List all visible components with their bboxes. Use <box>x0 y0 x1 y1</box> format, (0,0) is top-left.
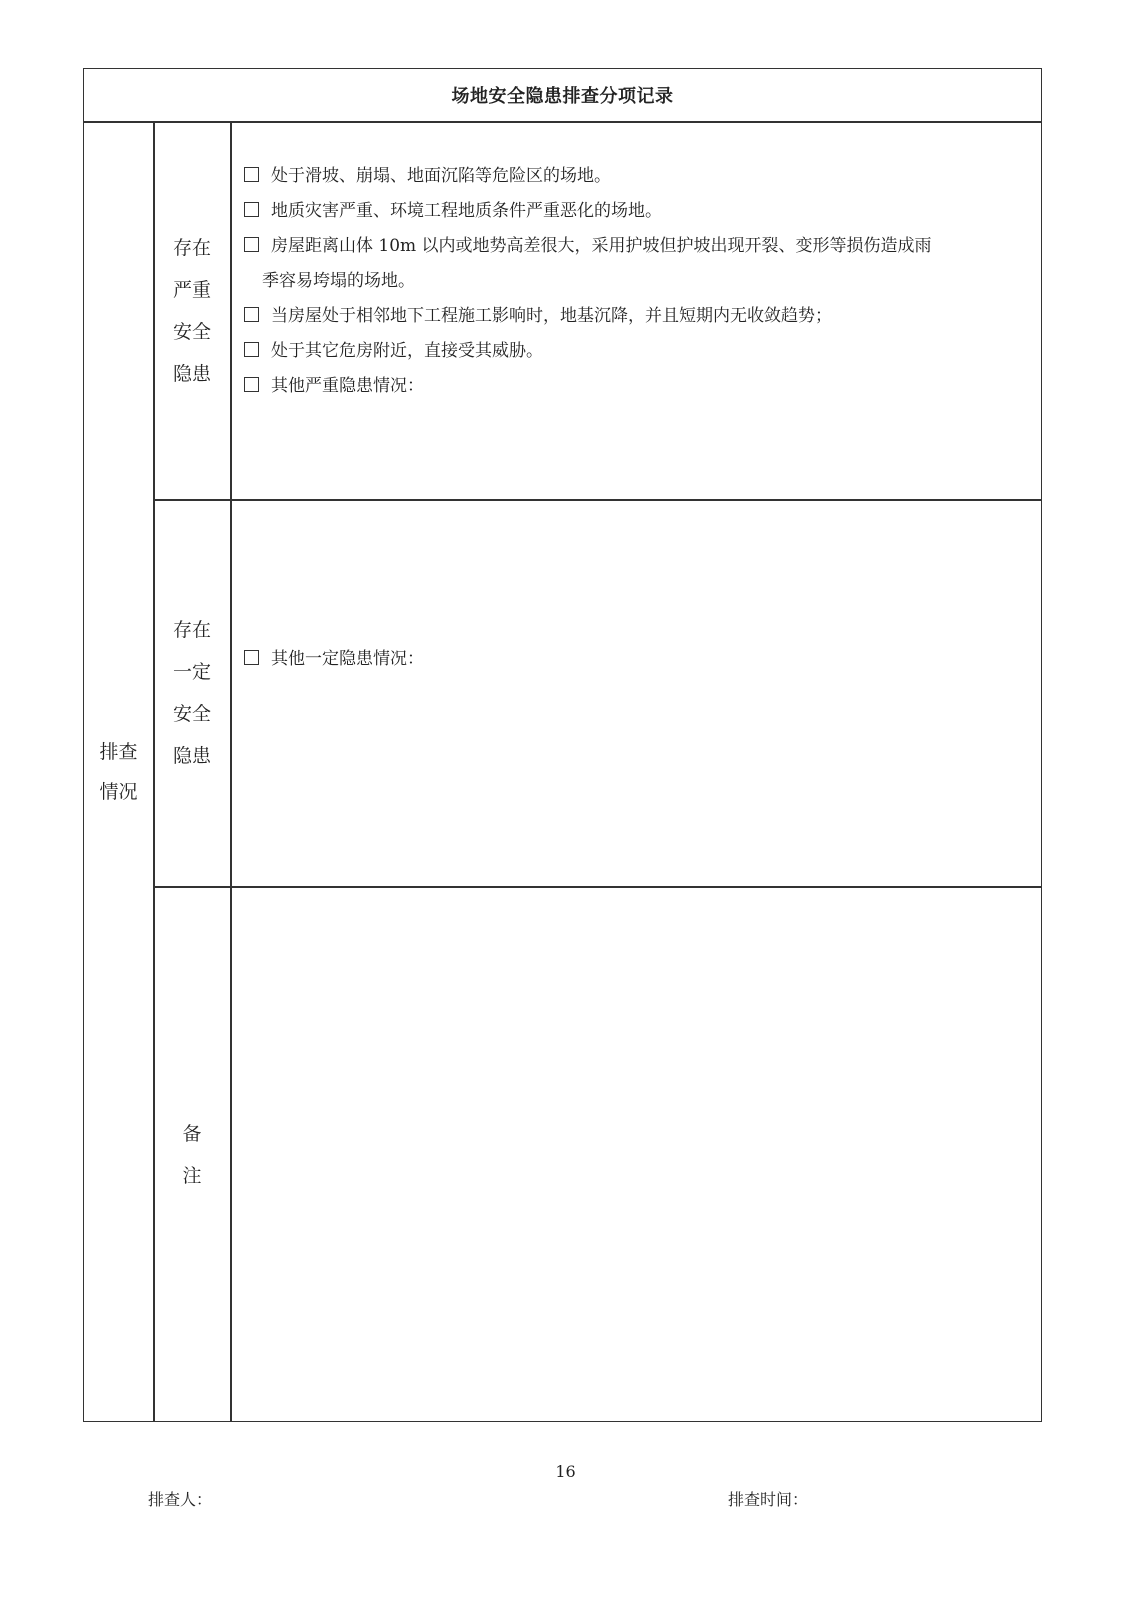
checklist-item-text: 处于滑坡、崩塌、地面沉陷等危险区的场地。 <box>271 166 611 186</box>
checklist-item-text: 房屋距离山体 10m 以内或地势高差很大，采用护坡但护坡出现开裂、变形等损伤造成雨 <box>271 236 932 256</box>
inspector-label: 排查人： <box>148 1490 213 1509</box>
checklist-item <box>244 229 1034 264</box>
certain-label-line: 隐患 <box>172 745 211 767</box>
page-number: 16 <box>555 1462 576 1481</box>
checkbox[interactable] <box>244 342 259 357</box>
serious-label-line: 严重 <box>172 278 211 301</box>
checklist-item <box>244 194 1034 229</box>
serious-label-line: 隐患 <box>172 362 211 385</box>
serious-section-divider <box>153 499 1042 501</box>
serious-label-line: 安全 <box>172 320 211 343</box>
outer-label-line: 排查 <box>99 741 138 763</box>
checklist-item-text: 季容易垮塌的场地。 <box>262 271 415 291</box>
checkbox[interactable] <box>244 167 259 182</box>
certain-hazard-label <box>154 500 230 886</box>
form-title: 场地安全隐患排查分项记录 <box>451 86 674 107</box>
checkbox[interactable] <box>244 377 259 392</box>
remarks-label-line: 注 <box>182 1164 202 1187</box>
serious-label-line: 存在 <box>172 236 211 259</box>
checkbox[interactable] <box>244 202 259 217</box>
checklist-item <box>244 369 1034 404</box>
certain-hazard-item <box>244 642 424 677</box>
serious-hazard-checklist <box>244 159 1034 404</box>
checklist-item-text: 其他严重隐患情况： <box>271 376 424 396</box>
checkbox[interactable] <box>244 307 259 322</box>
checklist-item-text: 当房屋处于相邻地下工程施工影响时，地基沉降，并且短期内无收敛趋势； <box>271 306 832 326</box>
checklist-item-text: 地质灾害严重、环境工程地质条件严重恶化的场地。 <box>271 201 662 221</box>
certain-label-line: 存在 <box>172 619 211 641</box>
checkbox[interactable] <box>244 650 259 665</box>
outer-label <box>84 122 153 1422</box>
checklist-item <box>244 334 1034 369</box>
checklist-item-continuation <box>244 264 1034 299</box>
certain-label-line: 一定 <box>172 661 211 683</box>
remarks-label-line: 备 <box>182 1122 202 1145</box>
remarks-field[interactable] <box>232 888 1040 1420</box>
checklist-item-text: 其他一定隐患情况： <box>271 649 424 669</box>
checklist-item <box>244 159 1034 194</box>
certain-label-line: 安全 <box>172 703 211 725</box>
remarks-label <box>154 887 230 1422</box>
checkbox[interactable] <box>244 237 259 252</box>
checklist-item <box>244 299 1034 334</box>
inspection-time-label: 排查时间： <box>728 1490 809 1509</box>
serious-hazard-label <box>154 122 230 499</box>
outer-label-line: 情况 <box>99 781 138 803</box>
checklist-item-text: 处于其它危房附近，直接受其威胁。 <box>271 341 543 361</box>
